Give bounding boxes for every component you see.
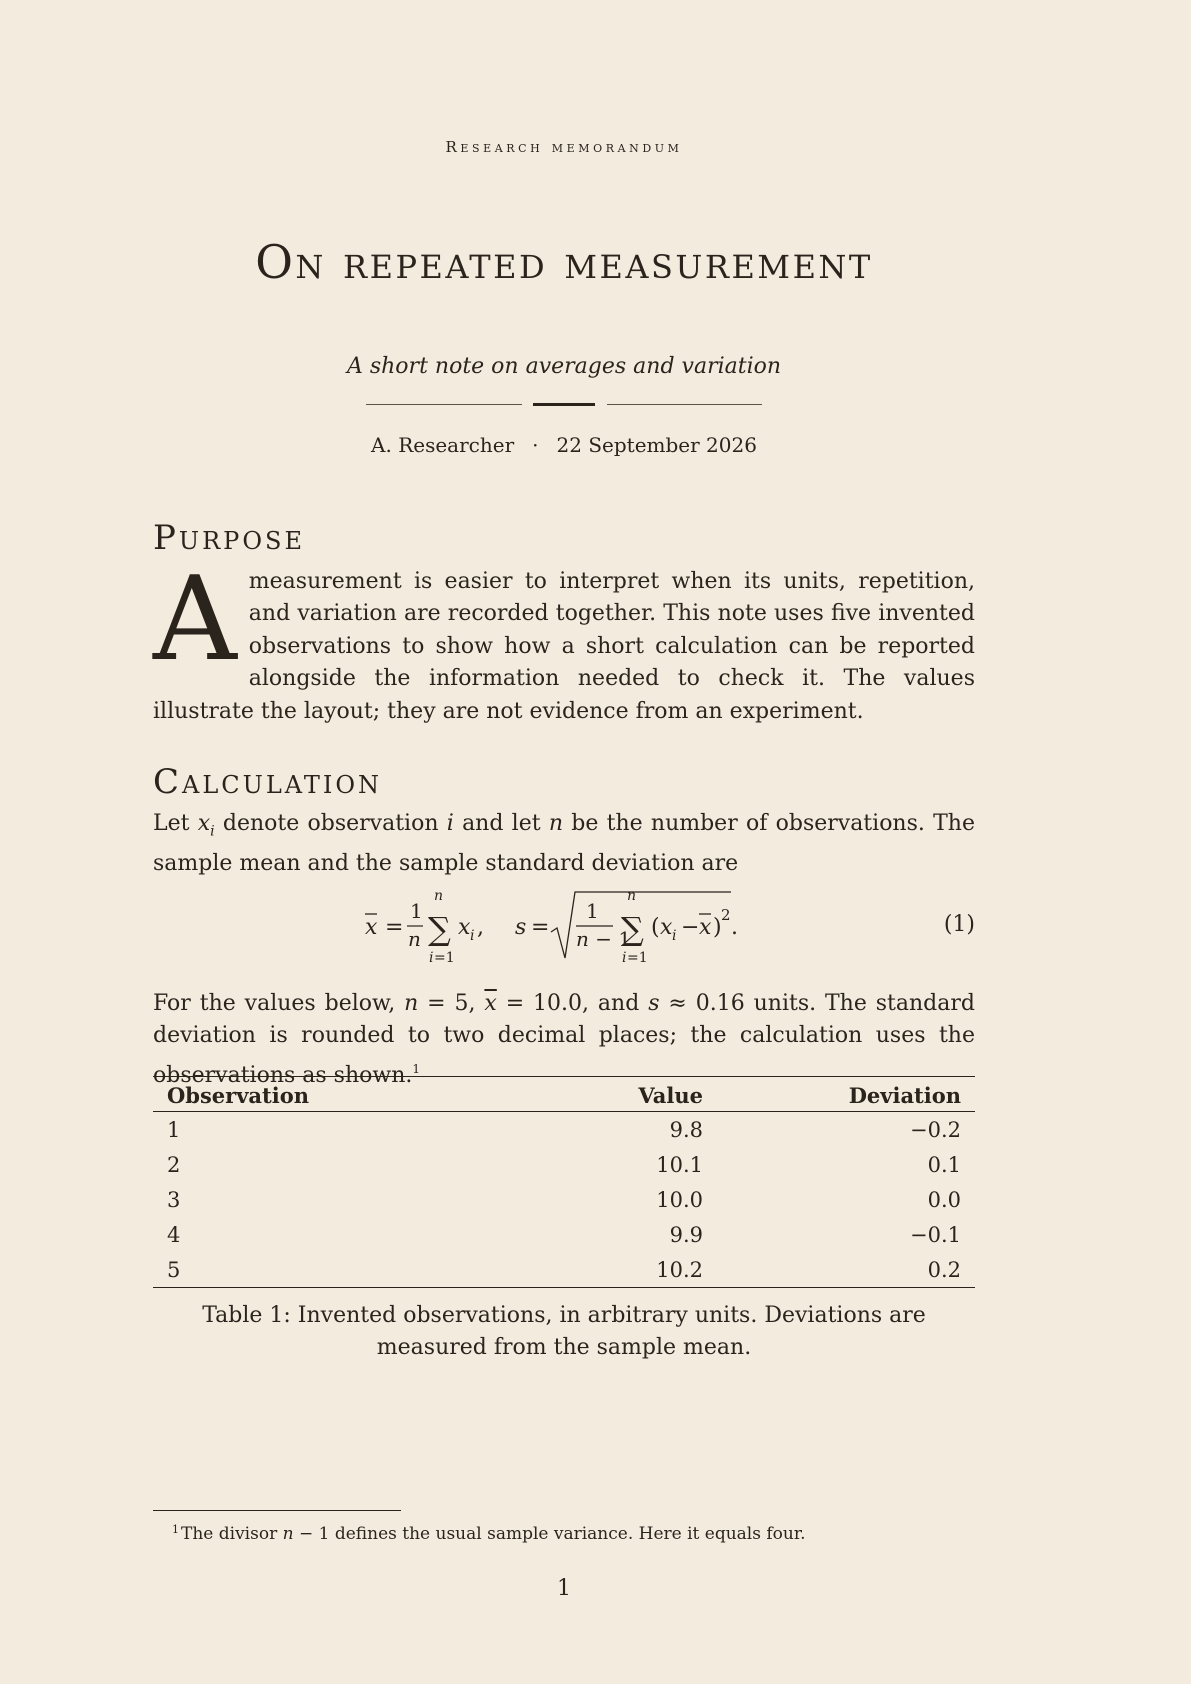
cell-observation: 1 [167, 1117, 181, 1142]
var-n: n [404, 991, 419, 1016]
svg-text:∑: ∑ [621, 910, 644, 948]
svg-text:s: s [515, 915, 527, 940]
svg-text:=1: =1 [434, 950, 455, 966]
svg-text:,: , [477, 915, 484, 940]
byline [0, 430, 1128, 460]
footnote-mark: 1 [172, 1523, 179, 1536]
result-text: = 5, [418, 991, 485, 1016]
document-title: On repeated measurement [255, 235, 873, 289]
byline-separator: · [532, 433, 539, 457]
result-text: = 10.0, and [496, 991, 649, 1016]
svg-text:.: . [731, 915, 738, 940]
svg-text:∑: ∑ [428, 910, 451, 948]
svg-text:i: i [470, 928, 475, 944]
cell-value: 10.1 [656, 1152, 703, 1177]
footnote-reference[interactable]: 1 [412, 1061, 421, 1076]
footnote-rule [153, 1510, 401, 1511]
svg-text:x: x [660, 915, 673, 940]
cell-deviation: −0.1 [910, 1222, 961, 1247]
svg-text:n: n [408, 927, 421, 951]
calculation-intro [153, 808, 975, 880]
var-n: n [548, 811, 564, 836]
var-s: s [648, 991, 660, 1016]
cell-deviation: 0.0 [927, 1187, 961, 1212]
table-row [153, 1182, 975, 1217]
footnote [172, 1518, 806, 1546]
header-observation: Observation [153, 1077, 489, 1112]
header-value: Value [489, 1077, 717, 1112]
section-heading-calculation: Calculation [153, 762, 382, 802]
table-row [153, 1147, 975, 1182]
cell-value: 9.9 [669, 1222, 703, 1247]
svg-text:−: − [681, 915, 700, 940]
svg-text:(: ( [651, 915, 660, 940]
date: 22 September 2026 [556, 433, 757, 457]
mean-stddev-formula [363, 888, 783, 968]
author: A. Researcher [371, 433, 515, 457]
table-row [153, 1252, 975, 1288]
rule-left [366, 404, 522, 405]
intro-text: be the number of observations. The sample mean and the sample standard deviation are [153, 811, 975, 876]
ornamental-rule [366, 403, 762, 407]
rule-center [533, 403, 595, 406]
svg-text:n: n [627, 888, 637, 904]
cell-deviation: −0.2 [910, 1117, 961, 1142]
svg-text:): ) [713, 915, 722, 940]
cell-observation: 3 [167, 1187, 181, 1212]
header-deviation: Deviation [717, 1077, 975, 1112]
sub-i: i [210, 823, 215, 840]
table-header-row [153, 1077, 975, 1112]
cell-deviation: 0.2 [927, 1257, 961, 1282]
cell-observation: 5 [167, 1257, 181, 1282]
svg-text:x: x [365, 915, 378, 940]
table-row [153, 1112, 975, 1148]
svg-text:i: i [672, 928, 677, 944]
svg-text:1: 1 [586, 899, 599, 923]
footnote-var-n: n [282, 1524, 294, 1544]
cell-value: 9.8 [669, 1117, 703, 1142]
table-caption: Table 1: Invented observations, in arbitrary units. Deviations are measured from the sample mean. [202, 1303, 926, 1360]
svg-text:i: i [622, 950, 627, 966]
svg-text:=1: =1 [627, 950, 648, 966]
svg-text:i: i [429, 950, 434, 966]
intro-text: Let [153, 811, 198, 836]
intro-text: denote observation [214, 811, 447, 836]
observations-table [153, 1076, 975, 1288]
cell-observation: 2 [167, 1152, 181, 1177]
footnote-text: − 1 defines the usual sample variance. Here it equals four. [293, 1524, 806, 1544]
equation-number: (1) [943, 912, 975, 937]
footnote-text: The divisor [181, 1524, 283, 1544]
document-subtitle: A short note on averages and variation [346, 354, 782, 379]
var-i: i [446, 811, 454, 836]
document-kicker: Research memorandum [445, 138, 683, 156]
var-xbar: $\overline{x}$ [484, 991, 497, 1016]
cell-deviation: 0.1 [927, 1152, 961, 1177]
purpose-paragraph [153, 552, 975, 728]
cell-observation: 4 [167, 1222, 181, 1247]
svg-text:2: 2 [721, 906, 731, 924]
result-text: For the values below, [153, 991, 405, 1016]
svg-text:x: x [458, 915, 471, 940]
svg-text:n − 1: n − 1 [576, 927, 632, 951]
svg-text:n: n [434, 888, 444, 904]
intro-text: and let [453, 811, 549, 836]
svg-text:x: x [699, 915, 712, 940]
drop-cap: A [153, 552, 237, 687]
cell-value: 10.0 [656, 1187, 703, 1212]
page-number: 1 [557, 1576, 571, 1601]
svg-text:1: 1 [410, 899, 423, 923]
purpose-body: measurement is easier to interpret when its units, repetition, and variation are recorded together. This note uses five invented observations to show how a short calculation can be reported alongside the information needed to check it. The values illustrate the layout; they are not evidence from an experiment. [153, 569, 975, 724]
table-row [153, 1217, 975, 1252]
result-text: ≈ 0.16 units. The standard deviation is rounded to two decimal places; the calculation uses the observations as shown. [153, 991, 975, 1088]
rule-right [607, 404, 762, 405]
svg-text:=: = [531, 915, 550, 940]
equation-1 [153, 888, 975, 968]
section-heading-purpose: Purpose [153, 518, 305, 558]
svg-text:=: = [385, 915, 404, 940]
cell-value: 10.2 [656, 1257, 703, 1282]
var-x: x [197, 811, 211, 836]
